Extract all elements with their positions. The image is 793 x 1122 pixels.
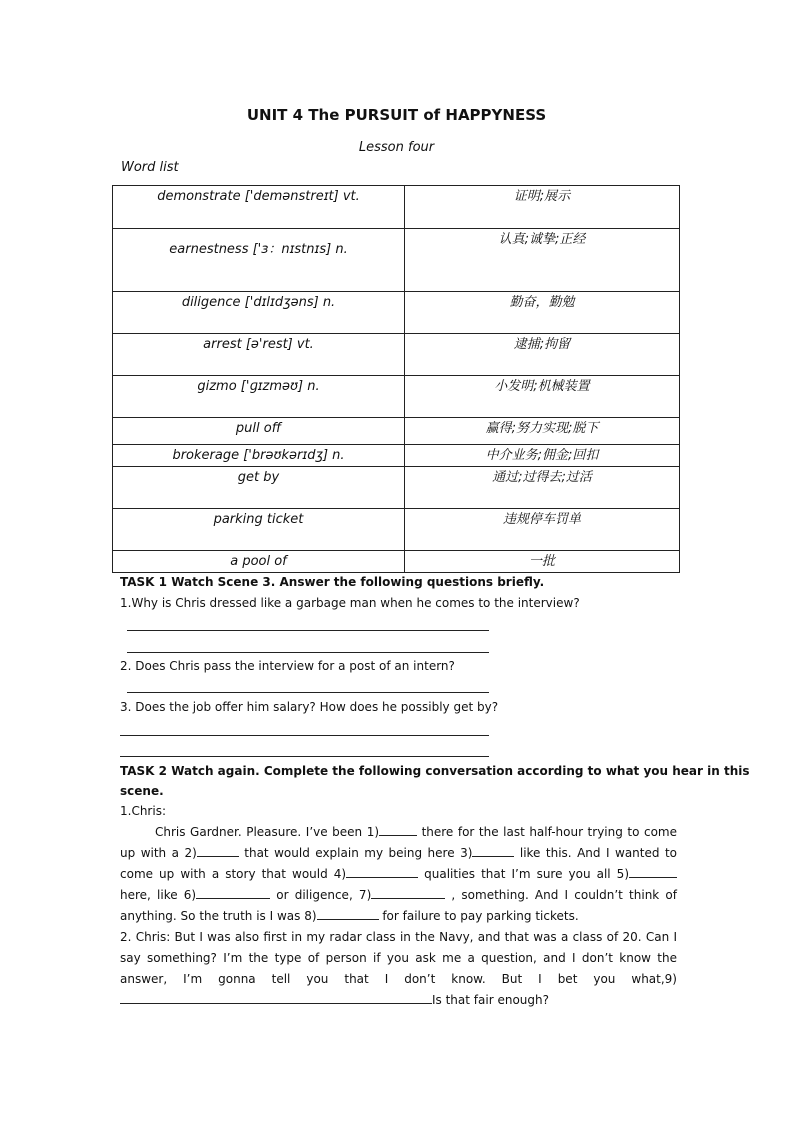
dialogue-paragraph-1: [120, 822, 677, 927]
task1-heading: TASK 1 Watch Scene 3. Answer the following questions briefly.: [120, 575, 545, 589]
fill-blank-4[interactable]: [346, 865, 418, 878]
word-term: a pool of: [113, 551, 405, 573]
word-term: demonstrate ['demənstreɪt] vt.: [113, 186, 405, 229]
fill-blank-9[interactable]: [120, 991, 432, 1004]
word-term: gizmo ['ɡɪzməʊ] n.: [113, 376, 405, 418]
table-row: [113, 509, 680, 551]
word-meaning: 违规停车罚单: [405, 509, 680, 551]
fill-blank-6[interactable]: [196, 886, 270, 899]
page-title: UNIT 4 The PURSUIT of HAPPYNESS: [246, 106, 547, 124]
fill-blank-3[interactable]: [472, 844, 514, 857]
dialogue-text: like this. And I wanted to come up with a story that would 4): [120, 846, 677, 881]
word-meaning: 中介业务;佣金;回扣: [405, 445, 680, 467]
answer-line[interactable]: [120, 735, 489, 736]
lesson-subtitle: Lesson four: [358, 140, 435, 155]
fill-blank-7[interactable]: [371, 886, 445, 899]
table-row: [113, 445, 680, 467]
word-term: get by: [113, 467, 405, 509]
word-list-label: Word list: [121, 160, 179, 175]
speaker-label: 1.Chris:: [120, 804, 166, 818]
answer-line[interactable]: [127, 692, 489, 693]
dialogue-text: for failure to pay parking tickets.: [378, 909, 579, 923]
table-row: [113, 229, 680, 292]
word-term: earnestness ['ɜ：nɪstnɪs] n.: [113, 229, 405, 292]
table-row: [113, 376, 680, 418]
table-row: [113, 292, 680, 334]
dialogue-text: here, like 6): [120, 888, 197, 902]
task2-heading-cont: scene.: [120, 784, 164, 798]
dialogue-text: 2. Chris: But I was also first in my radar class in the Navy, and that was a class of 20. Can I say something? I’m the type of person if you ask me a question, and I don’t know the answer, I’m gonna tell you that I don’t know. But I bet you what,9): [120, 930, 677, 986]
dialogue-text: , something. And I couldn’t think of anything. So the truth is I was 8): [120, 888, 677, 923]
word-meaning: 小发明;机械装置: [405, 376, 680, 418]
word-term: brokerage ['brəʊkərɪdʒ] n.: [113, 445, 405, 467]
word-meaning: 认真;诚挚;正经: [405, 229, 680, 292]
dialogue-text: qualities that I’m sure you all 5): [418, 867, 630, 881]
word-term: parking ticket: [113, 509, 405, 551]
answer-line[interactable]: [127, 652, 489, 653]
dialogue-paragraph-2: [120, 927, 677, 1011]
table-row: [113, 334, 680, 376]
table-row: [113, 551, 680, 573]
dialogue-text: or diligence, 7): [270, 888, 372, 902]
task2-heading: TASK 2 Watch again. Complete the following conversation according to what you hear in this: [120, 764, 750, 778]
task1-question-2: 2. Does Chris pass the interview for a post of an intern?: [120, 659, 455, 673]
word-meaning: 勤奋，勤勉: [405, 292, 680, 334]
word-meaning: 证明;展示: [405, 186, 680, 229]
fill-blank-2[interactable]: [197, 844, 239, 857]
task1-question-1: 1.Why is Chris dressed like a garbage man when he comes to the interview?: [120, 596, 580, 610]
dialogue-text: Chris Gardner. Pleasure. I’ve been 1): [155, 825, 380, 839]
table-row: [113, 467, 680, 509]
fill-blank-8[interactable]: [317, 907, 379, 920]
fill-blank-1[interactable]: [379, 823, 417, 836]
word-meaning: 逮捕;拘留: [405, 334, 680, 376]
dialogue-text: there for the last half-hour trying to come up with a 2): [120, 825, 677, 860]
table-row: [113, 418, 680, 445]
word-term: arrest [ə'rest] vt.: [113, 334, 405, 376]
answer-line[interactable]: [127, 630, 489, 631]
answer-line[interactable]: [120, 756, 489, 757]
word-list-table: [112, 185, 680, 573]
word-meaning: 通过;过得去;过活: [405, 467, 680, 509]
table-row: [113, 186, 680, 229]
word-term: diligence ['dɪlɪdʒəns] n.: [113, 292, 405, 334]
word-meaning: 赢得;努力实现;脱下: [405, 418, 680, 445]
word-meaning: 一批: [405, 551, 680, 573]
dialogue-text: that would explain my being here 3): [238, 846, 473, 860]
word-term: pull off: [113, 418, 405, 445]
dialogue-text: Is that fair enough?: [432, 993, 549, 1007]
fill-blank-5[interactable]: [629, 865, 677, 878]
task1-question-3: 3. Does the job offer him salary? How does he possibly get by?: [120, 700, 499, 714]
